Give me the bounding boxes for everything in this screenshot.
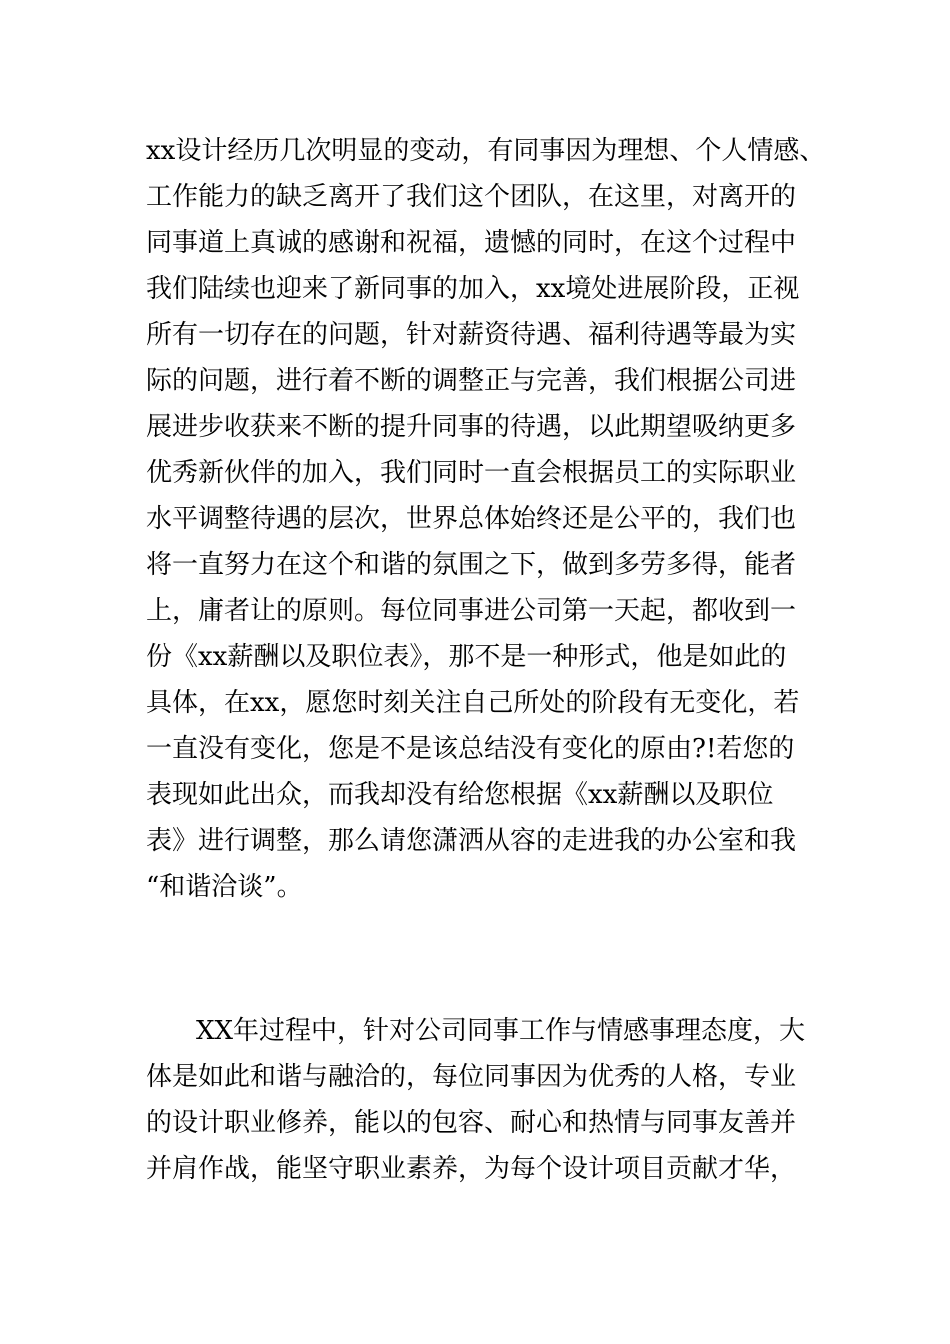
paragraph-1-line-1: xx设计经历几次明显的变动，有同事因为理想、个人情感、 bbox=[146, 136, 826, 166]
paragraph-2-line-4: 并肩作战，能坚守职业素养，为每个设计项目贡献才华， bbox=[146, 1154, 797, 1184]
paragraph-1-line-4: 我们陆续也迎来了新同事的加入，xx境处进展阶段，正视 bbox=[146, 274, 800, 304]
paragraph-1-line-9: 水平调整待遇的层次，世界总体始终还是公平的，我们也 bbox=[146, 504, 797, 534]
paragraph-1-line-11: 上，庸者让的原则。每位同事进公司第一天起，都收到一 bbox=[146, 596, 797, 626]
paragraph-1-line-16: 表》进行调整，那么请您潇洒从容的走进我的办公室和我 bbox=[146, 826, 797, 856]
paragraph-1-line-10: 将一直努力在这个和谐的氛围之下，做到多劳多得，能者 bbox=[146, 550, 797, 580]
paragraph-1-line-15: 表现如此出众，而我却没有给您根据《xx薪酬以及职位 bbox=[146, 780, 774, 810]
paragraph-1-line-5: 所有一切存在的问题，针对薪资待遇、福利待遇等最为实 bbox=[146, 320, 797, 350]
paragraph-1-line-7: 展进步收获来不断的提升同事的待遇，以此期望吸纳更多 bbox=[146, 412, 797, 442]
paragraph-2-line-3: 的设计职业修养，能以的包容、耐心和热情与同事友善并 bbox=[146, 1108, 797, 1138]
paragraph-2-line-2: 体是如此和谐与融洽的，每位同事因为优秀的人格，专业 bbox=[146, 1062, 797, 1092]
paragraph-1-line-6: 际的问题，进行着不断的调整正与完善，我们根据公司进 bbox=[146, 366, 797, 396]
paragraph-2-line-1: XX年过程中，针对公司同事工作与情感事理态度，大 bbox=[196, 1016, 806, 1046]
paragraph-1-line-14: 一直没有变化，您是不是该总结没有变化的原由?!若您的 bbox=[146, 734, 795, 764]
paragraph-1-line-12: 份《xx薪酬以及职位表》，那不是一种形式，他是如此的 bbox=[146, 642, 787, 672]
paragraph-1-line-17: “和谐洽谈”。 bbox=[146, 872, 303, 902]
paragraph-1-line-3: 同事道上真诚的感谢和祝福，遗憾的同时，在这个过程中 bbox=[146, 228, 797, 258]
paragraph-1-line-13: 具体，在xx，愿您时刻关注自己所处的阶段有无变化，若 bbox=[146, 688, 800, 718]
paragraph-1-line-8: 优秀新伙伴的加入，我们同时一直会根据员工的实际职业 bbox=[146, 458, 797, 488]
paragraph-1-line-2: 工作能力的缺乏离开了我们这个团队，在这里，对离开的 bbox=[146, 182, 797, 212]
